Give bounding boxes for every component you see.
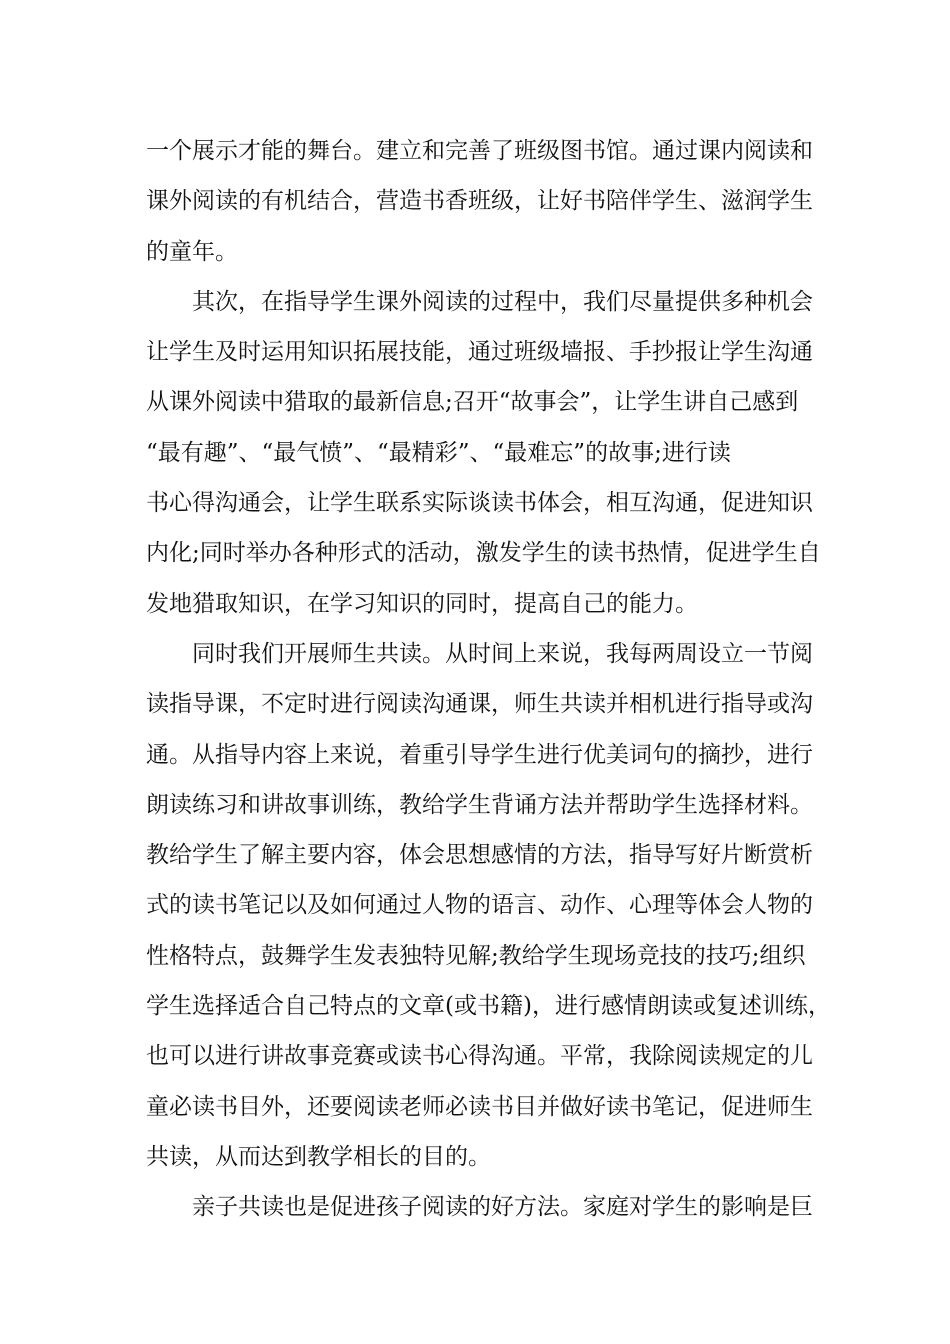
text-line: 一个展示才能的舞台。建立和完善了班级图书馆。通过课内阅读和 xyxy=(146,138,813,164)
text-line: 性格特点，鼓舞学生发表独特见解;教给学生现场竞技的技巧;组织 xyxy=(146,942,806,969)
text-line: 共读，从而达到教学相长的目的。 xyxy=(146,1143,491,1170)
text-line: 课外阅读的有机结合，营造书香班级，让好书陪伴学生、滋润学生 xyxy=(146,188,813,215)
text-line: 朗读练习和讲故事训练，教给学生背诵方法并帮助学生选择材料。 xyxy=(146,791,813,818)
text-line: 教给学生了解主要内容，体会思想感情的方法，指导写好片断赏析 xyxy=(146,842,813,869)
text-line: 也可以进行讲故事竞赛或读书心得沟通。平常，我除阅读规定的儿 xyxy=(146,1043,813,1070)
text-line: “最有趣”、“最气愤”、“最精彩”、“最难忘”的故事;进行读 xyxy=(146,439,731,466)
body-text xyxy=(146,126,831,1233)
text-line: 学生选择适合自己特点的文章(或书籍)，进行感情朗读或复述训练， xyxy=(146,993,831,1020)
text-line: 式的读书笔记以及如何通过人物的语言、动作、心理等体会人物的 xyxy=(146,892,813,919)
text-line: 发地猎取知识，在学习知识的同时，提高自己的能力。 xyxy=(146,590,698,617)
paragraph-start-line: 亲子共读也是促进孩子阅读的好方法。家庭对学生的影响是巨 xyxy=(192,1194,813,1221)
text-line: 从课外阅读中猎取的最新信息;召开“故事会”，让学生讲自己感到 xyxy=(146,389,799,416)
text-line: 书心得沟通会，让学生联系实际谈读书体会，相互沟通，促进知识 xyxy=(146,490,813,517)
text-line: 让学生及时运用知识拓展技能，通过班级墙报、手抄报让学生沟通 xyxy=(146,339,813,366)
text-line: 读指导课，不定时进行阅读沟通课，师生共读并相机进行指导或沟 xyxy=(146,691,813,718)
text-line: 通。从指导内容上来说，着重引导学生进行优美词句的摘抄，进行 xyxy=(146,741,813,768)
paragraph-start-line: 同时我们开展师生共读。从时间上来说，我每两周设立一节阅 xyxy=(192,640,813,667)
paragraph-start-line: 其次，在指导学生课外阅读的过程中，我们尽量提供多种机会 xyxy=(192,288,813,315)
text-line: 的童年。 xyxy=(146,238,238,265)
text-line: 童必读书目外，还要阅读老师必读书目并做好读书笔记，促进师生 xyxy=(146,1093,813,1120)
text-line: 内化;同时举办各种形式的活动，激发学生的读书热情，促进学生自 xyxy=(146,540,821,567)
